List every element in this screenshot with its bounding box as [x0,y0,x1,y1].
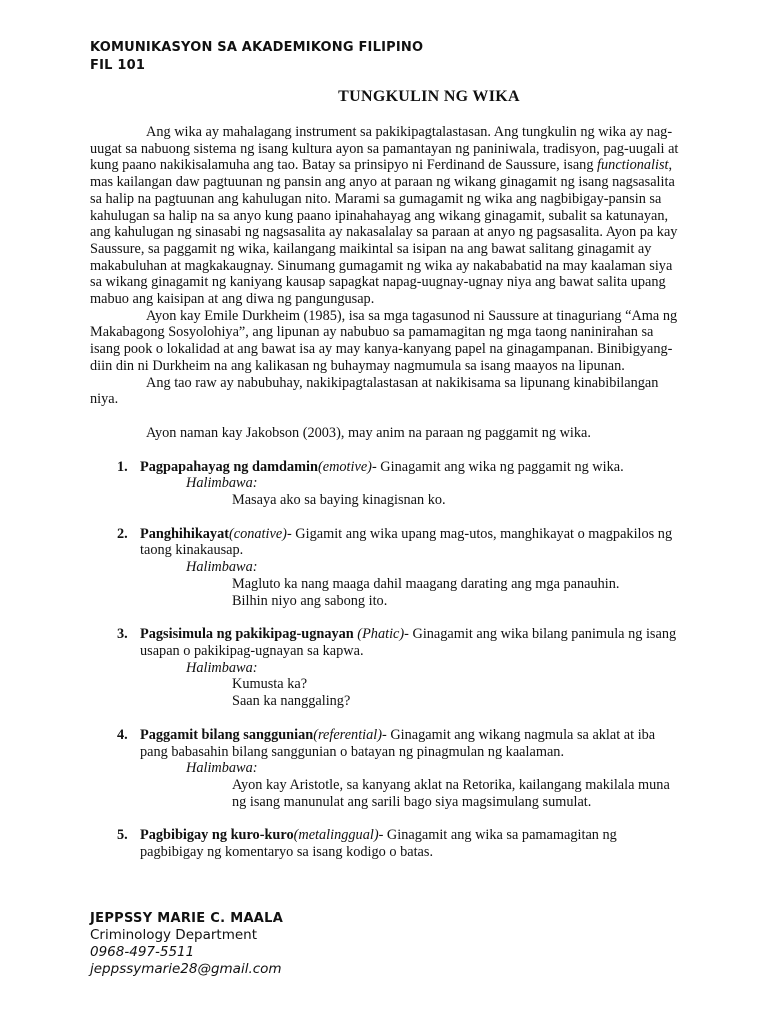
author-phone: 0968-497-5511 [90,944,195,960]
item-term: Pagpapahayag ng damdamin [140,458,318,475]
document-body [90,124,680,878]
item-term: Panghihikayat [140,525,229,542]
item-number: 2. [117,525,128,542]
author-footer [90,910,283,978]
item-gloss: (emotive) [317,458,372,475]
course-title: KOMUNIKASYON SA AKADEMIKONG FILIPINO [90,40,424,55]
item-gloss: (metalinggual) [293,827,379,844]
item-description: - Ginagamit ang wika bilang panimula ng isang usapan o pakikipag-ugnayan sa kapwa. [140,626,677,659]
example-label: Halimbawa: [186,659,258,676]
list-item [90,626,680,710]
author-name: JEPPSSY MARIE C. MAALA [90,911,284,926]
author-department: Criminology Department [90,927,257,943]
item-term: Paggamit bilang sanggunian [140,726,314,743]
item-gloss: (conative) [229,525,287,542]
example-text: Kumusta ka? [232,676,308,693]
item-gloss: (referential) [313,726,383,743]
list-item [90,526,680,610]
item-description: - Ginagamit ang wika ng paggamit ng wika. [371,458,624,475]
item-term: Pagsisimula ng pakikipag-ugnayan [140,626,354,643]
list-item [90,827,680,860]
item-description: - Ginagamit ang wikang nagmula sa aklat at iba pang babasahin bilang sanggunian o batayan ng pinagmulan ng kaalaman. [140,726,656,760]
item-number: 3. [117,626,128,643]
paragraph-durkheim: Ayon kay Emile Durkheim (1985), isa sa mga tagasunod ni Saussure at tinaguriang “Ama ng Makabagong Sosyolohiya”, ang lipunan ay nabubuo sa pamamagitan ng mga taong naninirahan sa isang pook o lokalidad at ang bawat isa ay may kanya-kanyang papel na ginagampanan. Binibigyang-diin din ni Durkheim na ang kalikasan ng buhaymay nagmumula sa isang maayos na lipunan. [90,307,678,374]
example-text: Masaya ako sa baying kinagisnan ko. [232,492,446,509]
example-text: Bilhin niyo ang sabong ito. [232,592,388,609]
item-description: - Ginagamit ang wika sa pamamagitan ng pagbibigay ng komentaryo sa isang kodigo o batas. [140,827,617,861]
example-label: Halimbawa: [186,559,258,576]
course-code: FIL 101 [90,58,146,73]
item-term: Pagbibigay ng kuro-kuro [140,827,294,844]
example-text: Ayon kay Aristotle, sa kanyang aklat na Retorika, kailangang makilala muna ng isang manunulat ang sarili bago siya magsimulang sumulat. [232,776,670,810]
item-description: - Gigamit ang wika upang mag-utos, manghikayat o magpakilos ng taong kinakausap. [140,525,673,559]
spacer [90,442,680,459]
example-text: Magluto ka nang maaga dahil maagang darating ang mga panauhin. [232,575,620,592]
author-email: jeppssymarie28@gmail.com [90,961,282,977]
spacer [90,408,680,425]
item-number: 5. [117,827,128,844]
paragraph-text: Ang wika ay mahalagang instrument sa pakikipagtalastasan. Ang tungkulin ng wika ay nag-uugat sa nabuong sistema ng isang kultura ayon sa pamantayan ng paniniwala, tradisyon, pag-uugali at kung paano nakikisalamuha ang tao. Batay sa prinsipyo ni Ferdinand de Saussure, isang [90,124,679,174]
emphasis-text: functionalist [597,157,669,174]
functions-list [90,459,680,861]
item-gloss: (Phatic) [353,626,405,643]
item-number: 1. [117,458,128,475]
list-item [90,459,680,509]
example-label: Halimbawa: [186,760,258,777]
paragraph-saussure [90,124,680,308]
example-text: Saan ka nanggaling? [232,693,351,710]
page-title: TUNGKULIN NG WIKA [338,88,520,105]
example-label: Halimbawa: [186,475,258,492]
paragraph-text: , mas kailangan daw pagtuunan ng pansin ang anyo at paraan ng wikang ginagamit ng isang nagsasalita sa halip na pagtuunan ang kahulugan nito. Marami sa gumagamit ng wika ang nagbibigay-pansin sa kahulugan sa halip na sa anyo kung paano ipinahahayag ang wikang ginagamit, subalit sa katunayan, ang kahulugan ng sinasabi ng nagsasalita ay nakasalalay sa paraan at anyo ng pagsasalita. Ayon pa kay Saussure, sa paggamit ng wika, kailangang maikintal sa isipan na ang bawat salitang ginagamit ay makabuluhan at magkakaugnay. Sinumang gumagamit ng wika ay nakababatid na may kaalaman siya sa wikang ginagamit ng kaniyang kausap sapagkat napag-uugnay-ugnay niya ang bawat salita upang mabuo ang kaisipan at ang diwa ng pangungusap. [90,157,678,308]
list-item [90,727,680,811]
item-number: 4. [117,726,128,743]
paragraph-society: Ang tao raw ay nabubuhay, nakikipagtalastasan at nakikisama sa lipunang kinabibilangan niya. [90,374,659,408]
paragraph-jakobson: Ayon naman kay Jakobson (2003), may anim na paraan ng paggamit ng wika. [146,424,591,441]
